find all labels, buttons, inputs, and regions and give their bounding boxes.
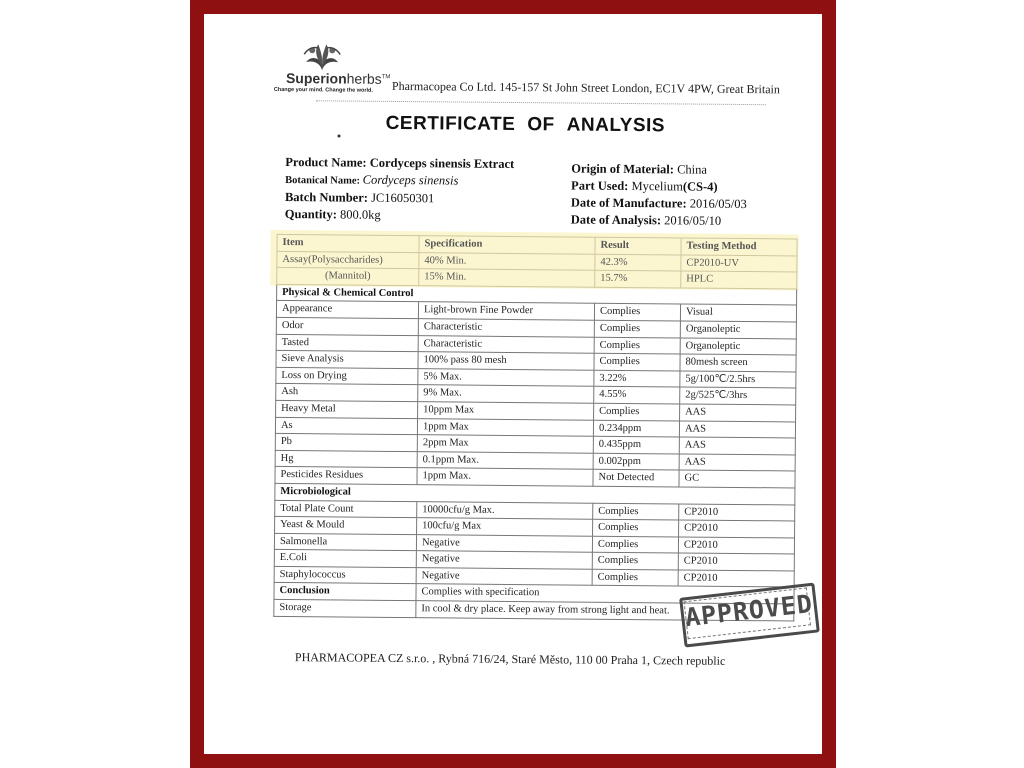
footer-address: PHARMACOPEA CZ s.r.o. , Rybná 716/24, Staré Město, 110 00 Praha 1, Czech republic: [294, 650, 726, 668]
table-row: As 1ppm Max 0.234ppm AAS: [275, 417, 795, 438]
table-row: Salmonella Negative Complies CP2010: [274, 533, 794, 554]
table-row: Heavy Metal 10ppm Max Complies AAS: [276, 400, 796, 421]
herb-emblem-icon: [298, 40, 346, 72]
table-row: Sieve Analysis 100% pass 80 mesh Complies 80mesh screen: [276, 351, 796, 372]
table-row: (Mannitol) 15% Min. 15.7% HPLC: [277, 268, 797, 289]
part-used-line: Part Used: Mycelium(CS-4): [571, 178, 718, 194]
section-physical-chemical: Physical & Chemical Control: [277, 284, 797, 305]
speck: [337, 134, 340, 137]
header-item: Item: [277, 234, 419, 252]
header-specification: Specification: [419, 236, 595, 254]
table-row: Ash 9% Max. 4.55% 2g/525℃/3hrs: [276, 384, 796, 405]
table-row: Pesticides Residues 1ppm Max. Not Detected GC: [275, 467, 795, 488]
table-row: Yeast & Mould 100cfu/g Max Complies CP2010: [275, 517, 795, 538]
storage-row: Storage In cool & dry place. Keep away from strong light and heat.: [274, 599, 794, 620]
company-logo: [272, 40, 393, 107]
table-row: Hg 0.1ppm Max. 0.002ppm AAS: [275, 450, 795, 471]
header-result: Result: [595, 237, 681, 254]
analysis-date-line: Date of Analysis: 2016/05/10: [570, 212, 722, 228]
logo-tagline: Change your mind. Change the world.: [273, 86, 373, 94]
header-address: Pharmacopea Co Ltd. 145-157 St John Street London, EC1V 4PW, Great Britain: [391, 78, 780, 97]
table-row: Assay(Polysaccharides) 40% Min. 42.3% CP2010-UV: [277, 251, 797, 272]
quantity-line: Quantity: 800.0kg: [284, 207, 381, 222]
conclusion-row: Conclusion Complies with specification: [274, 583, 794, 604]
section-microbiological: Microbiological: [275, 483, 795, 504]
table-row: Loss on Drying 5% Max. 3.22% 5g/100℃/2.5hrs: [276, 367, 796, 388]
table-row: Total Plate Count 10000cfu/g Max. Complies CP2010: [275, 500, 795, 521]
botanical-name-line: Botanical Name: Cordyceps sinensis: [285, 172, 459, 188]
product-name-line: Product Name: Cordyceps sinensis Extract: [285, 155, 515, 172]
product-info-left: [285, 154, 515, 225]
stamp-text: APPROVED: [683, 588, 815, 633]
table-row: Staphylococcus Negative Complies CP2010: [274, 566, 794, 587]
batch-number-line: Batch Number: JC16050301: [284, 190, 435, 206]
page-title: CERTIFICATE OF ANALYSIS: [385, 112, 666, 137]
table-row: Odor Characteristic Complies Organoleptic: [276, 317, 796, 338]
product-info-right: [571, 161, 747, 231]
manufacture-date-line: Date of Manufacture: 2016/05/03: [570, 195, 747, 212]
origin-line: Origin of Material: China: [571, 161, 708, 177]
header-testing-method: Testing Method: [681, 238, 797, 256]
table-row: Tasted Characteristic Complies Organoleptic: [276, 334, 796, 355]
certificate-content: [204, 14, 822, 754]
logo-wordmark: Superionherbs™: [285, 70, 391, 87]
analysis-table: [273, 234, 797, 621]
analysis-table-wrap: [273, 234, 796, 621]
certificate-page: [204, 14, 822, 754]
table-row: E.Coli Negative Complies CP2010: [274, 550, 794, 571]
table-row: Appearance Light-brown Fine Powder Complies Visual: [276, 301, 796, 322]
table-row: Pb 2ppm Max 0.435ppm AAS: [275, 434, 795, 455]
